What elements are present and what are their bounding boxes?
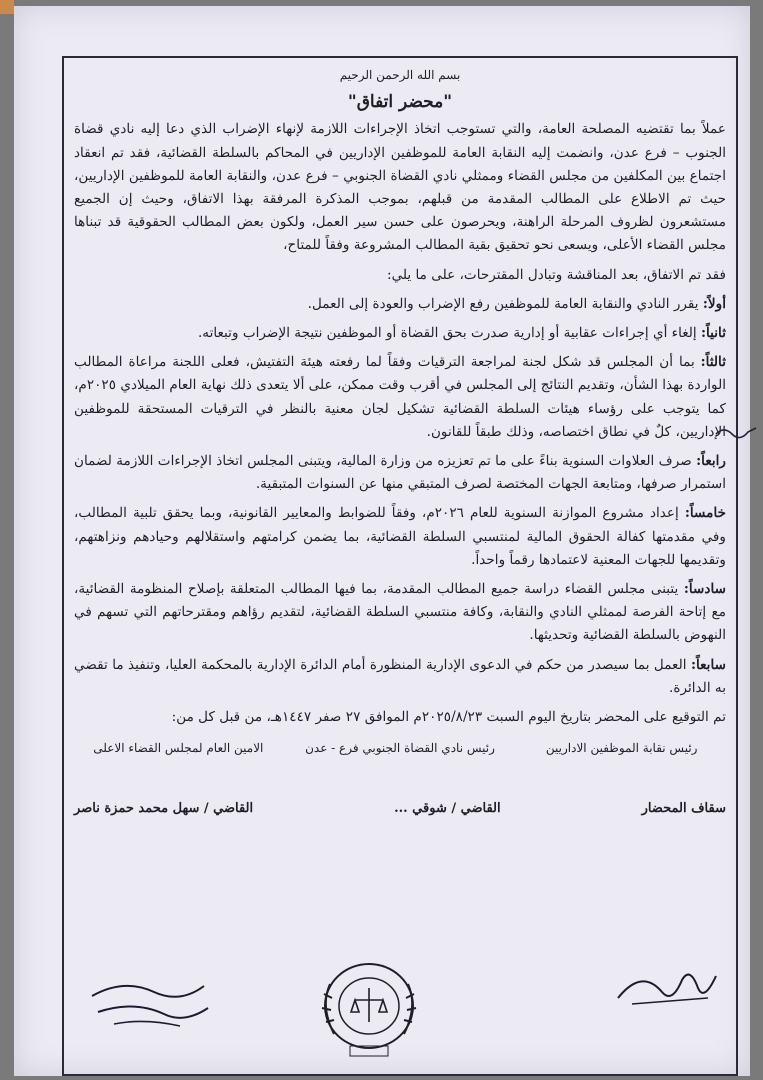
clause-6-number: سادساً:: [683, 581, 726, 598]
document-border: [62, 56, 738, 1076]
document-body: [74, 64, 726, 819]
intro-paragraph: عملاً بما تقتضيه المصلحة العامة، والتي تستوجب اتخاذ الإجراءات اللازمة لإنهاء الإضراب الذي دعا إليه نادي قضاة الجنوب – فرع عدن، وانضمت إليه النقابة العامة للموظفين الإداريين في المحاكم بالسلطة القضائية، فقد تم انعقاد اجتماع بين المكلفين من مجلس القضاء وممثلي نادي القضاة الجنوبي – فرع عدن، والنقابة العامة للموظفين الإداريين، حيث تم الاطلاع على المطالب المقدمة من قبلهم، بموجب المذكرة المرفقة بهذا الاتفاق، وحيث إن الجميع مستشعرون لظروف المرحلة الراهنة، ويحرصون على حسن سير العمل، ولكون بعض المطالب الحقوقية قد تبناها مجلس القضاء الأعلى، ويسعى نحو تحقيق بقية المطالب المشروعة وفقاً للمتاح،: [74, 121, 726, 254]
clause-1: [74, 293, 726, 316]
clause-5-number: خامساً:: [684, 505, 726, 522]
clause-7-number: سابعاً:: [690, 656, 726, 673]
signing-statement: تم التوقيع على المحضر بتاريخ اليوم السبت ٢٠٢٥/٨/٢٣م الموافق ٢٧ صفر ١٤٤٧هـ، من قبل كل من:: [171, 709, 726, 726]
signer-title-union: رئيس نقابة الموظفين الاداريين: [545, 741, 698, 756]
clause-2-number: ثانياً:: [701, 325, 726, 342]
clause-4-text: صرف العلاوات السنوية بناءً على ما تم تعزيزه من وزارة المالية، ويتبنى المجلس اتخاذ الإجراءات اللازمة لضمان استمرار صرفها، ومتابعة الجهات المختصة لصرف المتبقي منها عن السنوات المتبقية.: [74, 453, 726, 493]
signer-title-club: رئيس نادي القضاة الجنوبي فرع - عدن: [305, 741, 495, 756]
signature-name-union: سقاف المحضار: [641, 801, 726, 817]
signer-title-council: الامين العام لمجلس القضاء الاعلى: [93, 741, 264, 756]
clause-7-text: العمل بما سيصدر من حكم في الدعوى الإدارية المنظورة أمام الدائرة الإدارية بالمحكمة العليا، وتنفيذ ما تقضي به الدائرة.: [74, 656, 726, 696]
clause-4: [74, 450, 726, 496]
clause-2-text: إلغاء أي إجراءات عقابية أو إدارية صدرت بحق القضاة أو الموظفين نتيجة الإضراب وتبعاته.: [197, 325, 702, 342]
clause-6: [74, 578, 726, 648]
signature-names: [74, 799, 726, 819]
clause-6-text: يتبنى مجلس القضاء دراسة جميع المطالب المقدمة، بما فيها المطالب المتعلقة بإصلاح المنظومة القضائية، مع إتاحة الفرصة لممثلي النادي والنقابة، وكافة منتسبي السلطة القضائية، لتقديم رؤاهم ومقترحاتهم التي تسهم في النهوض بالسلطة القضائية وتحديثها.: [74, 581, 726, 644]
agreement-statement: فقد تم الاتفاق، بعد المناقشة وتبادل المقترحات، على ما يلي:: [387, 266, 726, 283]
clause-3: [74, 351, 726, 444]
basmala: بسم الله الرحمن الرحيم: [339, 68, 461, 82]
signature-name-club: القاضي / شوقي ...: [394, 801, 501, 817]
document-sheet: [14, 6, 750, 1076]
document-title: "محضر اتفاق": [347, 92, 453, 113]
clause-3-text: بما أن المجلس قد شكل لجنة لمراجعة الترقيات وفقاً لما رفعته هيئة التفتيش، فعلى اللجنة مراعاة المطالب الواردة بهذا الشأن، وتقديم النتائج إلى المجلس في أقرب وقت ممكن، على ألا يتعدى ذلك نهاية العام الميلادي ٢٠٢٥م، كما يتوجب على رؤساء هيئات السلطة القضائية تشكيل لجان معنية بالنظر في الترقيات المستحقة للموظفين الإداريين، كلٌ في نطاق اختصاصه، وذلك طبقاً للقانون.: [74, 354, 726, 440]
signers-titles: [74, 739, 726, 757]
clause-5-text: إعداد مشروع الموازنة السنوية للعام ٢٠٢٦م، وفقاً للضوابط والمعايير القانونية، وبما يحقق تلبية المطالب، وفي مقدمتها كفالة الحقوق المالية لمنتسبي السلطة القضائية، بما يضمن كرامتهم واستقلالهم وحيادهم ونزاهتهم، وتقديمها للجهات المعنية لاعتمادها رقماً واحداً.: [74, 505, 726, 568]
clause-2: [74, 322, 726, 345]
signature-name-council: القاضي / سهل محمد حمزة ناصر: [74, 801, 254, 817]
pen-mark: [714, 422, 758, 442]
clause-4-number: رابعاً:: [696, 453, 726, 470]
clause-3-number: ثالثاً:: [700, 354, 726, 371]
clause-1-text: يقرر النادي والنقابة العامة للموظفين رفع الإضراب والعودة إلى العمل.: [307, 295, 703, 312]
clause-5: [74, 502, 726, 572]
corner-tab: [0, 0, 14, 14]
clause-7: [74, 654, 726, 700]
handwritten-signature-union: [612, 958, 722, 1012]
handwritten-signature-council: [84, 974, 214, 1034]
official-seal: [310, 954, 428, 1064]
clause-1-number: أولاً:: [702, 295, 726, 312]
